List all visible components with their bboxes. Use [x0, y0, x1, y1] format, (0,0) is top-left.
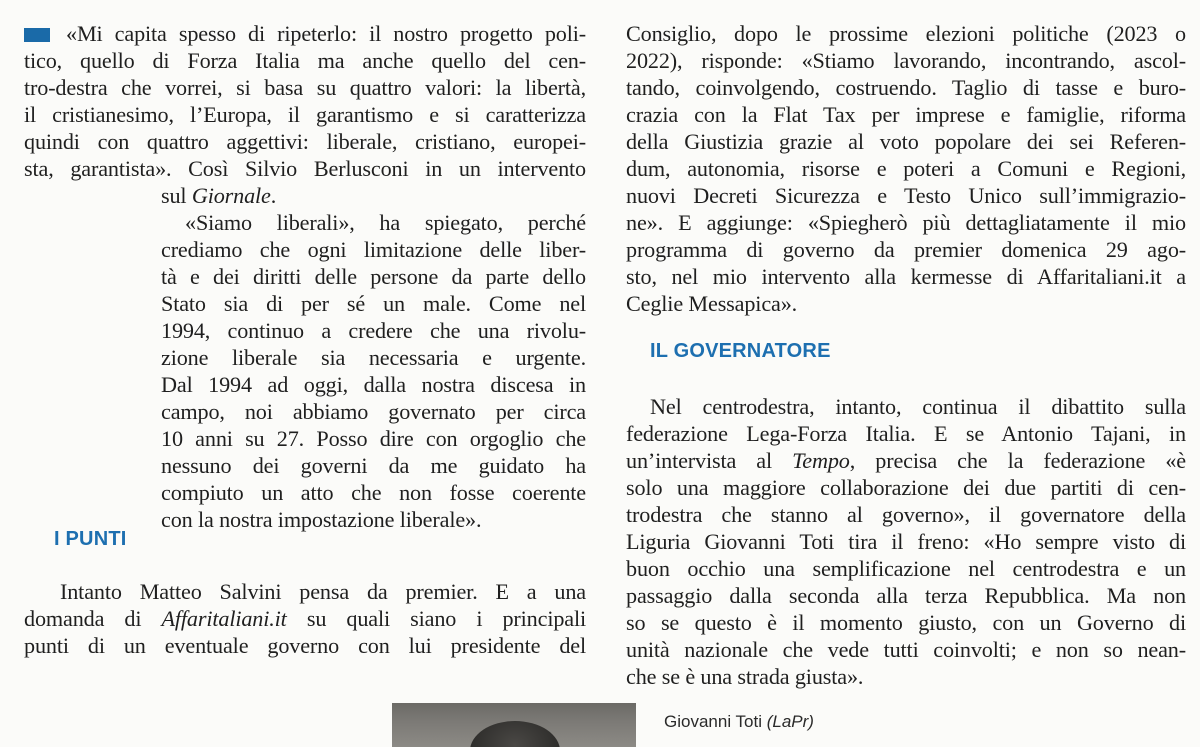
punti-prefix: domanda di [24, 606, 162, 631]
governatore-line: solo una maggiore collaborazione dei due partiti di cen- [626, 475, 1186, 500]
governatore-line: Nel centrodestra, intanto, continua il dibattito sulla [650, 394, 1186, 419]
body-line: ne». E aggiunge: «Spiegherò più dettagliatamente il mio [626, 210, 1186, 235]
body-line: tando, coinvolgendo, costruendo. Taglio di tasse e buro- [626, 75, 1186, 100]
intro-line: tro-destra che vorrei, si basa su quattro valori: la libertà, [24, 75, 586, 100]
publication-name: Affaritaliani.it [161, 606, 287, 631]
intro-line: tico, quello di Forza Italia ma anche quello del cen- [24, 48, 586, 73]
punti-line [24, 605, 586, 632]
governatore-line: che se è una strada giusta». [626, 664, 864, 689]
caption-name: Giovanni Toti [664, 712, 762, 731]
governatore-line: unità nazionale che vede tutti coinvolti; e non so nean- [626, 637, 1186, 662]
intro-last-prefix: sul [161, 183, 192, 208]
governatore-line: federazione Lega-Forza Italia. E se Antonio Tajani, in [626, 421, 1186, 446]
body-line: nuovi Decreti Sicurezza e Testo Unico sull’immigrazio- [626, 183, 1186, 208]
quote-line: Stato sia di per sé un male. Come nel [161, 291, 586, 316]
portrait-photo [392, 703, 636, 747]
quote-line: «Siamo liberali», ha spiegato, perché [185, 210, 586, 235]
governatore-line [626, 447, 1186, 474]
quote-line: con la nostra impostazione liberale». [161, 507, 482, 532]
punti-line: Intanto Matteo Salvini pensa da premier. E a una [60, 579, 586, 604]
caption-credit: (LaPr) [766, 712, 814, 731]
intro-line: «Mi capita spesso di ripeterlo: il nostro progetto poli- [66, 21, 586, 46]
quote-line: 1994, continuo a credere che una rivolu- [161, 318, 586, 343]
governatore-line: buon occhio una semplificazione nel centrodestra e un [626, 556, 1186, 581]
newspaper-title: Giornale [191, 183, 271, 208]
body-line: 2022), risponde: «Stiamo lavorando, incontrando, ascol- [626, 48, 1186, 73]
section-marker-square [24, 28, 50, 42]
body-line: della Giustizia grazie al voto popolare dei sei Referen- [626, 129, 1186, 154]
quote-line: crediamo che ogni limitazione delle liber- [161, 237, 586, 262]
intro-last-suffix: . [270, 183, 277, 208]
section-heading-punti: I PUNTI [54, 528, 127, 550]
governatore-suffix: , precisa che la federazione «è [849, 448, 1186, 473]
intro-line: sta, garantista». Così Silvio Berlusconi in un intervento [24, 156, 586, 181]
governatore-line: passaggio dalla seconda alla terza Repubblica. Ma non [626, 583, 1186, 608]
body-line: Consiglio, dopo le prossime elezioni politiche (2023 o [626, 21, 1186, 46]
body-line: dum, autonomia, risorse e poteri a Comuni e Regioni, [626, 156, 1186, 181]
quote-line: zione liberale sia necessaria e urgente. [161, 345, 586, 370]
body-line: crazia con la Flat Tax per imprese e famiglie, riforma [626, 102, 1186, 127]
newspaper-title-tempo: Tempo [792, 448, 850, 473]
quote-line: 10 anni su 27. Posso dire con orgoglio che [161, 426, 586, 451]
quote-line: Dal 1994 ad oggi, dalla nostra discesa in [161, 372, 586, 397]
photo-caption [664, 712, 814, 732]
quote-line: nessuno dei governi da me guidato ha [161, 453, 586, 478]
body-line: programma di governo da premier domenica 29 ago- [626, 237, 1186, 262]
quote-line: campo, noi abbiamo governato per circa [161, 399, 586, 424]
body-line: Ceglie Messapica». [626, 291, 798, 316]
governatore-line: trodestra che stanno al governo», il governatore della [626, 502, 1186, 527]
portrait-head-shape [470, 721, 560, 747]
section-heading-governatore: IL GOVERNATORE [650, 340, 831, 362]
body-line: sto, nel mio intervento alla kermesse di Affaritaliani.it a [626, 264, 1186, 289]
intro-line: il cristianesimo, l’Europa, il garantismo e si caratterizza [24, 102, 586, 127]
punti-line: punti di un eventuale governo con lui presidente del [24, 633, 586, 658]
intro-last-line [161, 182, 276, 209]
punti-suffix: su quali siano i principali [286, 606, 587, 631]
quote-line: tà e dei diritti delle persone da parte dello [161, 264, 586, 289]
governatore-line: Liguria Giovanni Toti tira il freno: «Ho sempre visto di [626, 529, 1186, 554]
intro-line: quindi con quattro aggettivi: liberale, cristiano, europei- [24, 129, 586, 154]
governatore-line: so se questo è il momento giusto, con un Governo di [626, 610, 1186, 635]
governatore-prefix: un’intervista al [626, 448, 793, 473]
quote-line: compiuto un atto che non fosse coerente [161, 480, 586, 505]
